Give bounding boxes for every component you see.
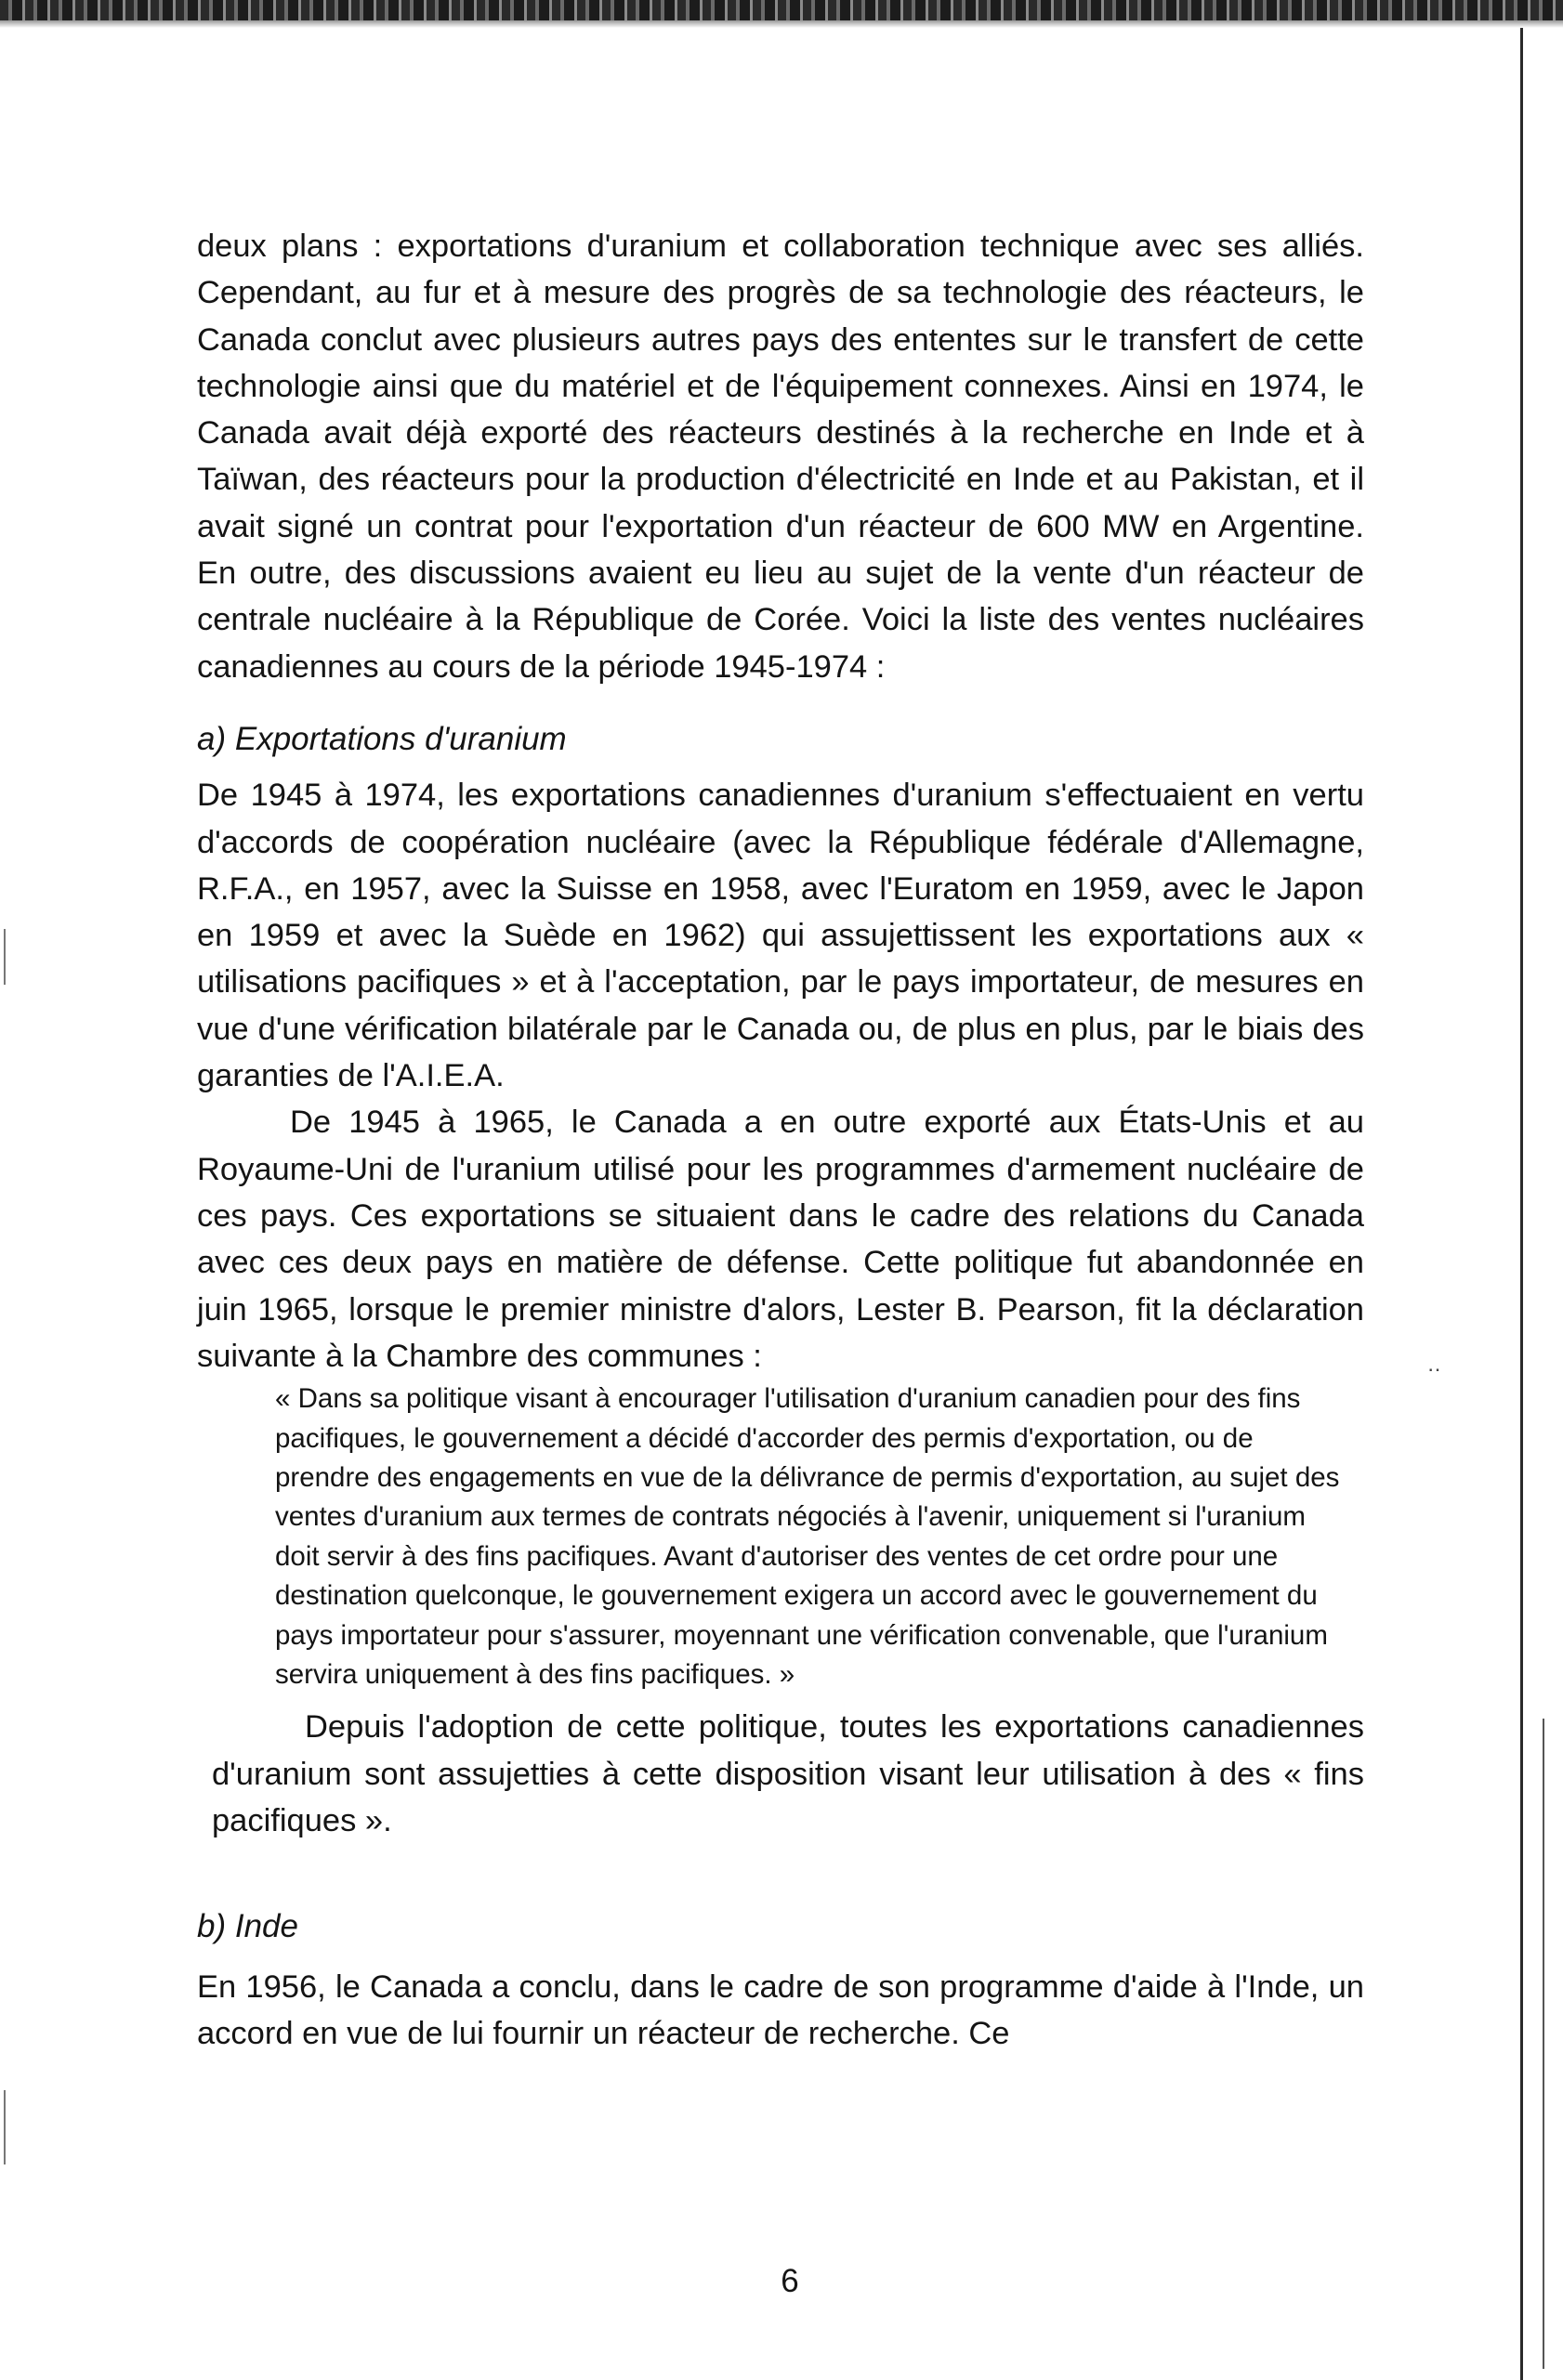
section-b-heading: b) Inde: [197, 1908, 298, 1945]
page-number: 6: [781, 2263, 799, 2299]
page-edge-line: [1520, 28, 1523, 2380]
scan-top-border: [0, 0, 1563, 20]
section-a-paragraph-1: De 1945 à 1974, les exportations canadiennes d'uranium s'effectuaient en vertu d'accords de coopération nucléaire (avec la République fédérale d'Allemagne, R.F.A., en 1957, avec la Suisse en 1958, avec l'Euratom en 1959, avec le Japon en 1959 et avec la Suède en 1962) qui assujettissent les exportations aux « utilisations pacifiques » et à l'acceptation, par le pays importateur, de mesures en vue d'une vérification bilatérale par le Canada ou, de plus en plus, par le biais des garanties de l'A.I.E.A.: [197, 778, 1364, 1094]
scan-speck: [4, 929, 6, 985]
section-a-paragraph-2: De 1945 à 1965, le Canada a en outre exporté aux États-Unis et au Royaume-Uni de l'uranium utilisé pour les programmes d'armement nucléaire de ces pays. Ces exportations se situaient dans le cadre des relations du Canada avec ces deux pays en matière de défense. Cette politique fut abandonnée en juin 1965, lorsque le premier ministre d'alors, Lester B. Pearson, fit la déclaration suivante à la Chambre des communes :: [197, 1105, 1364, 1374]
pearson-quote: « Dans sa politique visant à encourager l'utilisation d'uranium canadien pour des fins pacifiques, le gouvernement a décidé d'accorder des permis d'exportation, ou de prendre des engagements en vue de la délivrance de permis d'exportation, au sujet des ventes d'uranium aux termes de contrats négociés à l'avenir, uniquement si l'uranium doit servir à des fins pacifiques. Avant d'autoriser des ventes de cet ordre pour une destination quelconque, le gouvernement exigera un accord avec le gouvernement du pays importateur pour s'assurer, moyennant une vérification convenable, que l'uranium servira uniquement à des fins pacifiques. »: [275, 1383, 1340, 1690]
section-a-heading: a) Exportations d'uranium: [197, 720, 567, 757]
scan-speck: [4, 2090, 6, 2164]
page-edge-line-secondary: [1543, 1719, 1544, 2369]
document-body: [197, 223, 1364, 2057]
section-a-paragraph-3: Depuis l'adoption de cette politique, toutes les exportations canadiennes d'uranium sont assujetties à cette disposition visant leur utilisation à des « fins pacifiques ».: [212, 1709, 1364, 1838]
section-b-paragraph-1: En 1956, le Canada a conclu, dans le cadre de son programme d'aide à l'Inde, un accord en vue de lui fournir un réacteur de recherche. Ce: [197, 1968, 1364, 2051]
margin-mark: ‥: [1427, 1353, 1441, 1376]
scan-top-shadow: [0, 20, 1563, 28]
intro-paragraph: deux plans : exportations d'uranium et collaboration technique avec ses alliés. Cependant, au fur et à mesure des progrès de sa technologie des réacteurs, le Canada conclut avec plusieurs autres pays des ententes sur le transfert de cette technologie ainsi que du matériel et de l'équipement connexes. Ainsi en 1974, le Canada avait déjà exporté des réacteurs destinés à la recherche en Inde et à Taïwan, des réacteurs pour la production d'électricité en Inde et au Pakistan, et il avait signé un contrat pour l'exportation d'un réacteur de 600 MW en Argentine. En outre, des discussions avaient eu lieu au sujet de la vente d'un réacteur de centrale nucléaire à la République de Corée. Voici la liste des ventes nucléaires canadiennes au cours de la période 1945-1974 :: [197, 229, 1364, 685]
